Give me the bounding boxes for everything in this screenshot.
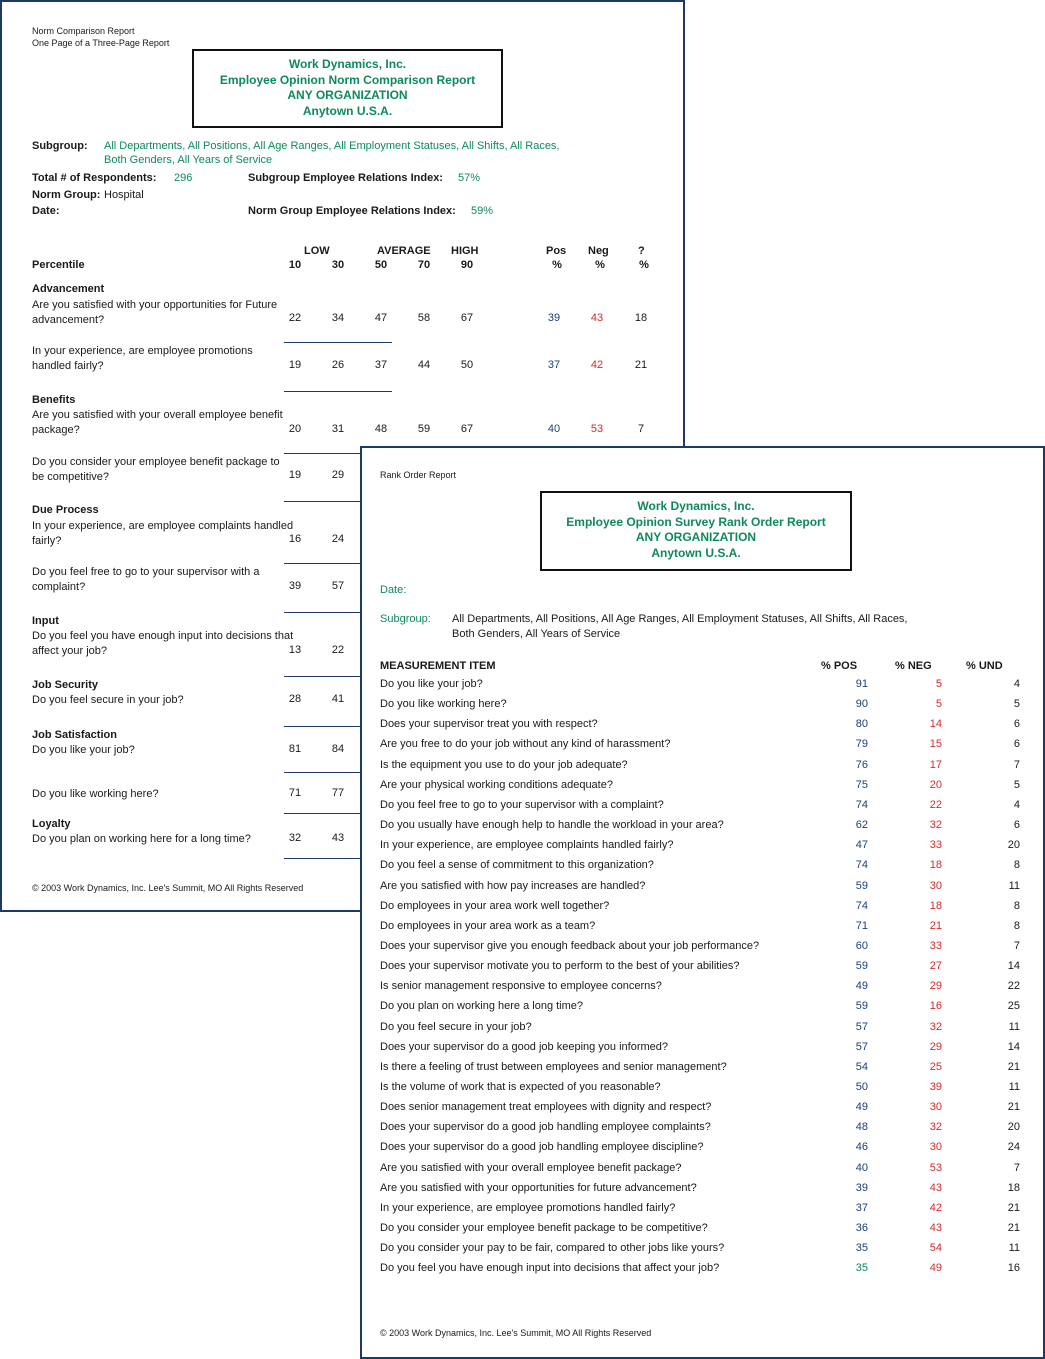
norm-group-value: Hospital [104,189,144,201]
value-p10: 39 [288,580,302,592]
value-pos: 37 [547,359,561,371]
report-name: Employee Opinion Survey Rank Order Report [566,514,826,529]
und-percent: 6 [1013,738,1020,751]
neg-percent: 29 [929,1040,942,1053]
pos-percent: 80 [855,718,868,731]
neg-percent: 20 [929,778,942,791]
pos-percent: 59 [855,1000,868,1013]
report-type-label: Norm Comparison Report [32,26,135,36]
header-p30: 30 [331,259,345,271]
table-row [380,738,1020,758]
table-row [380,1000,1020,1020]
und-percent: 20 [1007,1121,1020,1134]
copyright-footer: © 2003 Work Dynamics, Inc. Lee's Summit, MO All Rights Reserved [380,1328,652,1338]
norm-index-value: 59% [471,205,494,217]
und-percent: 5 [1013,698,1020,711]
measurement-item: Are you free to do your job without any kind of harassment? [380,738,671,751]
und-percent: 7 [1013,758,1020,771]
neg-percent: 18 [929,899,942,912]
table-row [380,1121,1020,1141]
measurement-item: Do you like your job? [380,678,483,690]
norm-group-label: Norm Group: [32,189,101,201]
header-percentile: Percentile [32,259,85,271]
pos-percent: 35 [855,1262,868,1275]
report-type-label: Rank Order Report [380,470,457,480]
und-percent: 11 [1008,879,1020,892]
measurement-item: In your experience, are employee complaints handled fairly? [380,839,674,852]
pos-percent: 59 [855,879,868,892]
neg-percent: 16 [929,1000,942,1013]
measurement-item: Does your supervisor do a good job handling employee complaints? [380,1121,711,1134]
measurement-item: Are your physical working conditions adequate? [380,778,613,791]
score-marker-rule [284,726,364,727]
value-p10: 32 [288,832,302,844]
section-job-security: Job Security [32,679,99,691]
question-text: Do you like your job? [32,744,135,756]
table-row [380,819,1020,839]
measurement-item: Do you feel secure in your job? [380,1020,532,1033]
score-marker-rule [284,342,392,343]
value-p30: 24 [331,533,345,545]
header-neg: Neg [588,245,609,257]
table-row [380,1262,1020,1282]
header-low: LOW [304,245,330,257]
value-pos: 40 [547,423,561,435]
table-row [380,1222,1020,1242]
und-percent: 11 [1008,1081,1020,1093]
und-percent: 6 [1013,819,1020,832]
score-marker-rule [284,391,392,392]
pos-percent: 37 [855,1201,868,1214]
und-percent: 4 [1013,678,1020,690]
measurement-item: Does your supervisor do a good job keeping you informed? [380,1040,669,1053]
value-neg: 42 [590,359,604,371]
neg-percent: 33 [929,839,942,852]
value-p10: 20 [288,423,302,435]
table-row [380,980,1020,1000]
question-text: Are you satisfied with your opportunities for Future advancement? [32,299,278,326]
pos-percent: 47 [855,839,868,852]
section-input: Input [32,615,59,627]
neg-percent: 14 [929,718,942,731]
value-p30: 29 [331,469,345,481]
question-text: In your experience, are employee promotions handled fairly? [32,345,253,372]
location-name: Anytown U.S.A. [302,103,393,118]
und-percent: 21 [1007,1060,1020,1073]
date-label: Date: [380,584,407,596]
value-p30: 84 [331,743,345,755]
neg-percent: 27 [929,960,942,973]
neg-percent: 30 [929,1101,942,1114]
header-pos-pct: % [552,259,562,271]
organization-name: ANY ORGANIZATION [635,530,757,544]
value-und: 7 [637,423,645,435]
pos-percent: 36 [855,1222,868,1235]
und-percent: 7 [1013,1161,1020,1174]
measurement-item: Are you satisfied with your opportunities for future advancement? [380,1181,697,1194]
measurement-item: Do you feel you have enough input into decisions that affect your job? [380,1262,720,1275]
section-advancement: Advancement [32,283,105,295]
copyright-footer: © 2003 Work Dynamics, Inc. Lee's Summit, MO All Rights Reserved [32,883,304,893]
header-average: AVERAGE [377,245,431,257]
pos-percent: 49 [855,1101,868,1114]
value-p50: 48 [374,423,388,435]
pos-percent: 40 [855,1161,868,1174]
neg-percent: 54 [929,1242,942,1255]
table-row [380,839,1020,859]
measurement-item: Do you consider your pay to be fair, compared to other jobs like yours? [380,1242,725,1255]
subgroup-value-line1: All Departments, All Positions, All Age Ranges, All Employment Statuses, All Shifts, All Races, [104,140,560,152]
neg-percent: 15 [929,738,942,751]
pos-percent: 74 [855,859,868,872]
neg-percent: 25 [929,1060,942,1073]
pos-percent: 49 [855,980,868,993]
pos-percent: 48 [855,1121,868,1134]
table-row [380,939,1020,960]
rank-order-page [360,446,1045,1359]
und-percent: 8 [1013,919,1020,932]
measurement-item: Do you like working here? [380,698,507,711]
value-p90: 50 [460,359,474,371]
value-p30: 41 [331,693,345,705]
neg-percent: 22 [929,798,942,811]
pos-percent: 46 [855,1141,868,1154]
question-text: Are you satisfied with your overall employee benefit package? [32,409,283,436]
pos-percent: 74 [855,798,868,811]
measurement-item: Do you consider your employee benefit package to be competitive? [380,1222,708,1235]
pos-percent: 35 [855,1242,868,1255]
value-und: 21 [634,359,648,371]
subgroup-label: Subgroup: [380,613,431,625]
value-neg: 53 [590,423,604,435]
measurement-item: Are you satisfied with your overall employee benefit package? [380,1161,682,1174]
question-text: Do you like working here? [32,788,159,800]
value-p10: 16 [288,533,302,545]
value-p30: 26 [331,359,345,371]
question-text: Do you consider your employee benefit package to be competitive? [32,456,280,483]
table-row [380,1101,1020,1121]
neg-percent: 32 [929,819,942,832]
value-p70: 58 [417,312,431,324]
table-row [380,1161,1020,1182]
score-marker-rule [284,772,364,773]
table-row [380,960,1020,980]
neg-percent: 18 [929,859,942,872]
date-label: Date: [32,205,60,217]
pos-percent: 79 [855,738,868,751]
und-percent: 14 [1007,1040,1020,1053]
und-percent: 21 [1007,1101,1020,1114]
header-measurement-item: MEASUREMENT ITEM [380,660,496,672]
value-p70: 44 [417,359,431,371]
measurement-item: Is the equipment you use to do your job adequate? [380,758,628,771]
neg-percent: 29 [929,980,942,993]
report-title-box [192,49,503,128]
value-neg: 43 [590,312,604,324]
value-p90: 67 [460,423,474,435]
und-percent: 5 [1013,778,1020,791]
score-marker-rule [284,501,364,502]
und-percent: 21 [1007,1201,1020,1214]
table-row [380,1201,1020,1222]
measurement-item: Do you feel free to go to your supervisor with a complaint? [380,798,664,811]
question-text: Do you feel free to go to your supervisor with a complaint? [32,566,260,593]
header-p50: 50 [374,259,388,271]
value-p10: 22 [288,312,302,324]
table-row [380,1020,1020,1041]
measurement-item: Does your supervisor do a good job handling employee discipline? [380,1141,704,1154]
table-row [380,798,1020,819]
subgroup-index-value: 57% [458,172,481,184]
measurement-item: Does your supervisor motivate you to perform to the best of your abilities? [380,960,740,973]
header-pos: % POS [821,660,858,672]
und-percent: 24 [1007,1141,1020,1154]
und-percent: 20 [1007,839,1020,852]
score-marker-rule [284,676,364,677]
pos-percent: 74 [855,899,868,912]
und-percent: 25 [1007,1000,1020,1013]
neg-percent: 21 [929,919,942,932]
table-row [380,698,1020,718]
header-high: HIGH [451,245,479,257]
header-und: % UND [966,660,1003,672]
measurement-item: Do you feel a sense of commitment to this organization? [380,859,654,872]
header-und-pct: % [639,259,649,271]
neg-percent: 17 [929,758,942,771]
neg-percent: 43 [929,1222,942,1235]
neg-percent: 32 [929,1020,942,1033]
table-row [380,1081,1020,1101]
measurement-item: Is the volume of work that is expected of you reasonable? [380,1081,661,1093]
report-page-note: One Page of a Three-Page Report [32,38,170,48]
neg-percent: 5 [935,678,942,690]
respondents-label: Total # of Respondents: [32,172,157,184]
header-neg-pct: % [595,259,605,271]
table-row [380,1181,1020,1202]
table-row [380,1060,1020,1081]
value-pos: 39 [547,312,561,324]
table-row [380,899,1020,920]
pos-percent: 50 [855,1081,868,1093]
pos-percent: 60 [855,939,868,952]
score-marker-rule [284,612,364,613]
value-p10: 81 [288,743,302,755]
measurement-item: Does your supervisor give you enough feedback about your job performance? [380,939,760,952]
pos-percent: 59 [855,960,868,973]
subgroup-value-line1: All Departments, All Positions, All Age Ranges, All Employment Statuses, All Shifts, All Races, [452,613,908,625]
neg-percent: 42 [929,1201,942,1214]
respondents-value: 296 [174,172,193,184]
section-benefits: Benefits [32,394,76,406]
value-p30: 31 [331,423,345,435]
subgroup-index-label: Subgroup Employee Relations Index: [248,172,443,184]
und-percent: 6 [1013,718,1020,731]
table-row [380,919,1020,940]
score-marker-rule [284,813,364,814]
header-pos: Pos [546,245,567,257]
measurement-item: Does your supervisor treat you with respect? [380,718,598,731]
pos-percent: 75 [855,778,868,791]
neg-percent: 49 [929,1262,942,1275]
header-und: ? [638,245,645,257]
score-marker-rule [284,858,364,859]
und-percent: 7 [1013,939,1020,952]
value-p30: 22 [331,644,345,656]
company-name: Work Dynamics, Inc. [637,499,755,513]
value-und: 18 [634,312,648,324]
norm-index-label: Norm Group Employee Relations Index: [248,205,456,217]
value-p50: 47 [374,312,388,324]
location-name: Anytown U.S.A. [651,545,741,560]
neg-percent: 32 [929,1121,942,1134]
pos-percent: 71 [855,919,868,932]
table-row [380,1040,1020,1061]
measurement-item: Do you usually have enough help to handle the workload in your area? [380,819,724,832]
table-row [380,879,1020,900]
table-row [380,718,1020,738]
und-percent: 18 [1007,1181,1020,1194]
measurement-item: In your experience, are employee promotions handled fairly? [380,1201,676,1214]
und-percent: 11 [1008,1020,1020,1033]
pos-percent: 54 [855,1060,868,1073]
subgroup-value-line2: Both Genders, All Years of Service [104,154,273,166]
value-p30: 34 [331,312,345,324]
company-name: Work Dynamics, Inc. [288,57,407,71]
value-p10: 19 [288,469,302,481]
und-percent: 22 [1007,980,1020,993]
neg-percent: 33 [929,939,942,952]
value-p50: 37 [374,359,388,371]
subgroup-value-line2: Both Genders, All Years of Service [452,628,621,640]
pos-percent: 76 [855,758,868,771]
table-row [380,859,1020,879]
und-percent: 11 [1008,1242,1020,1255]
und-percent: 8 [1013,859,1020,872]
measurement-item: Do employees in your area work as a team? [380,919,596,932]
measurement-item: Does senior management treat employees with dignity and respect? [380,1101,712,1114]
neg-percent: 30 [929,879,942,892]
score-marker-rule [284,563,364,564]
pos-percent: 90 [855,698,868,711]
neg-percent: 53 [929,1161,942,1174]
section-loyalty: Loyalty [32,818,71,830]
table-row [380,678,1020,698]
score-marker-rule [284,453,364,454]
neg-percent: 5 [935,698,942,711]
und-percent: 8 [1013,899,1020,912]
question-text: Do you plan on working here for a long time? [32,833,251,845]
value-p10: 71 [288,787,302,799]
neg-percent: 30 [929,1141,942,1154]
table-row [380,778,1020,799]
section-due-process: Due Process [32,504,99,516]
pos-percent: 91 [855,678,868,690]
table-row [380,1141,1020,1161]
value-p70: 59 [417,423,431,435]
measurement-item: Is senior management responsive to employee concerns? [380,980,662,993]
section-job-satisfaction: Job Satisfaction [32,729,117,741]
pos-percent: 57 [855,1040,868,1053]
header-p10: 10 [288,259,302,271]
value-p10: 28 [288,693,302,705]
value-p10: 19 [288,359,302,371]
und-percent: 14 [1007,960,1020,973]
pos-percent: 39 [855,1181,868,1194]
question-text: Do you feel you have enough input into decisions that affect your job? [32,630,294,657]
pos-percent: 62 [855,819,868,832]
question-text: Do you feel secure in your job? [32,694,184,706]
und-percent: 4 [1013,798,1020,811]
measurement-item: Do employees in your area work well together? [380,899,610,912]
header-p70: 70 [417,259,431,271]
value-p30: 77 [331,787,345,799]
table-row [380,1242,1020,1262]
value-p30: 43 [331,832,345,844]
neg-percent: 39 [929,1081,942,1093]
value-p10: 13 [288,644,302,656]
und-percent: 21 [1007,1222,1020,1235]
value-p30: 57 [331,580,345,592]
measurement-item: Do you plan on working here a long time? [380,1000,584,1013]
pos-percent: 57 [855,1020,868,1033]
header-p90: 90 [460,259,474,271]
header-neg: % NEG [895,660,932,672]
subgroup-label: Subgroup: [32,140,88,152]
value-p90: 67 [460,312,474,324]
measurement-item: Is there a feeling of trust between employees and senior management? [380,1060,727,1073]
report-title-box [540,491,852,571]
organization-name: ANY ORGANIZATION [287,88,408,102]
und-percent: 16 [1007,1262,1020,1275]
table-row [380,758,1020,779]
measurement-item: Are you satisfied with how pay increases are handled? [380,879,646,892]
neg-percent: 43 [929,1181,942,1194]
question-text: In your experience, are employee complaints handled fairly? [32,520,294,547]
report-name: Employee Opinion Norm Comparison Report [219,72,476,87]
